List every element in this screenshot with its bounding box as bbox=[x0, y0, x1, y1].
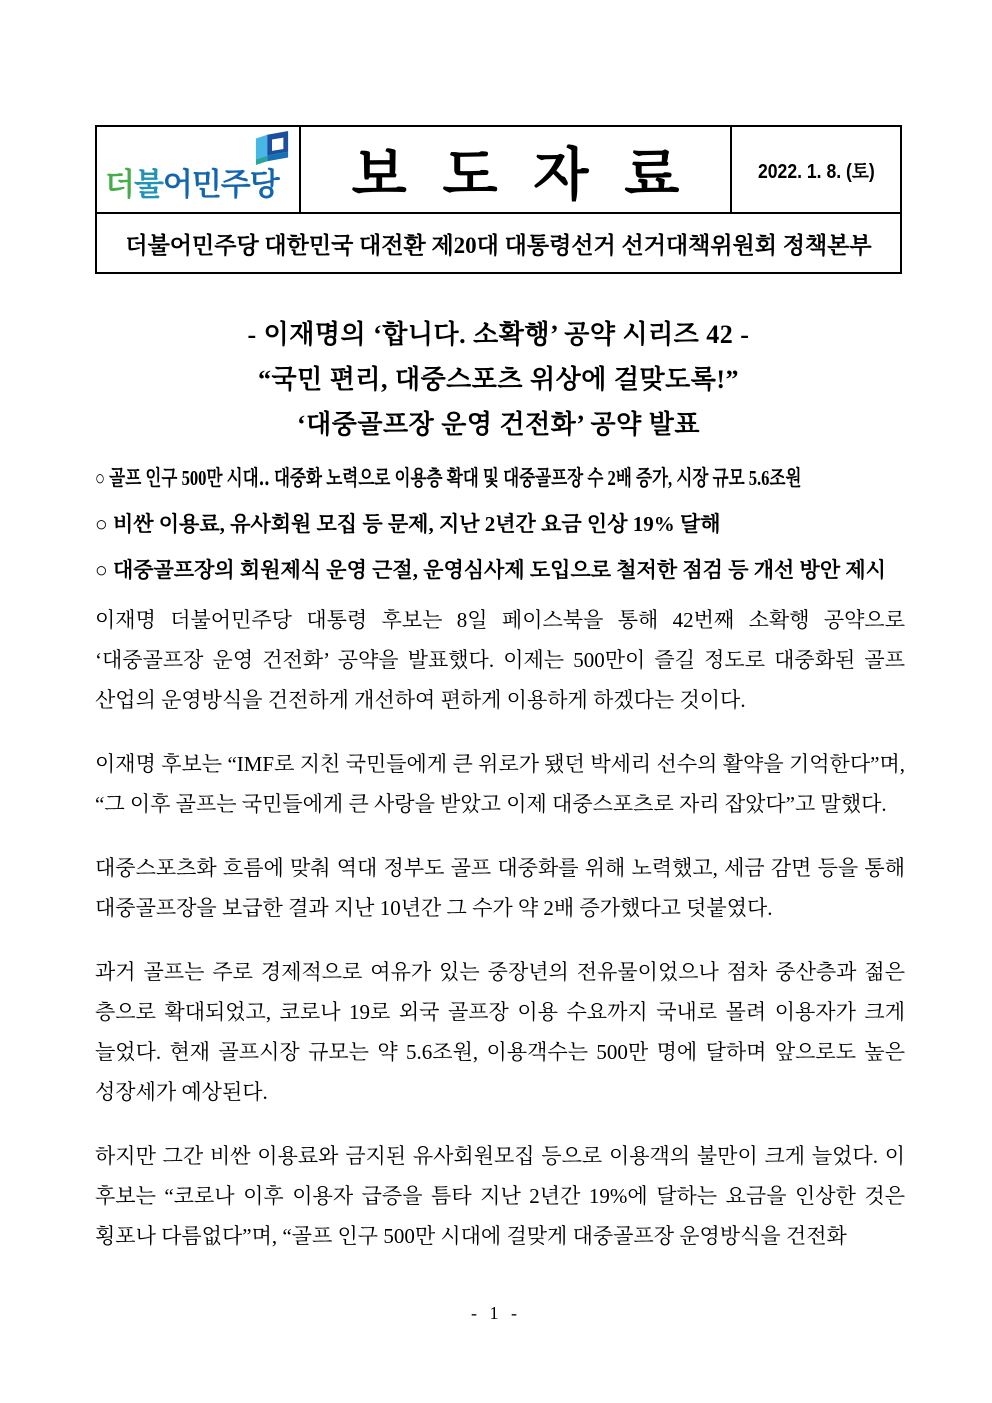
issuing-organization-bar: 더불어민주당 대한민국 대전환 제20대 대통령선거 선거대책위원회 정책본부 bbox=[97, 212, 900, 272]
logo-char-green: 더 bbox=[105, 167, 134, 202]
summary-bullet-1 bbox=[95, 455, 907, 501]
header-top-row bbox=[97, 127, 900, 212]
headline-block bbox=[95, 312, 902, 447]
release-date: 2022. 1. 8. (토) bbox=[757, 161, 875, 183]
summary-bullet-2-text: 비싼 이용료, 유사회원 모집 등 문제, 지난 2년간 요금 인상 19% 달해 bbox=[112, 512, 721, 536]
summary-bullet-2 bbox=[95, 501, 907, 547]
body-text bbox=[95, 600, 905, 1280]
headline-line-3: ‘대중골프장 운영 건전화’ 공약 발표 bbox=[296, 410, 700, 439]
paragraph-5: 하지만 그간 비싼 이용료와 금지된 유사회원모집 등으로 이용객의 불만이 크게 늘었다. 이 후보는 “코로나 이후 이용자 급증을 틈타 지난 2년간 19%에 달하는 요금을 인상한 것은 횡포나 다름없다”며, “골프 인구 500만 시대에 걸맞게 대중골프장 운영방식을 건전화 bbox=[95, 1144, 905, 1248]
header-table bbox=[95, 125, 902, 274]
party-logo bbox=[105, 127, 293, 212]
circle-bullet-icon: ○ bbox=[95, 512, 108, 536]
summary-bullet-3-text: 대중골프장의 회원제식 운영 근절, 운영심사제 도입으로 철저한 점검 등 개선 방안 제시 bbox=[112, 558, 886, 582]
paragraph-4: 과거 골프는 주로 경제적으로 여유가 있는 중장년의 전유물이었으나 점차 중산층과 젊은 층으로 확대되었고, 코로나 19로 외국 골프장 이용 수요까지 국내로 몰려 이용자가 크게 늘었다. 현재 골프시장 규모는 약 5.6조원, 이용객수는 500만 명에 달하며 앞으로도 높은 성장세가 예상된다. bbox=[95, 960, 905, 1104]
summary-bullet-1-text: 골프 인구 500만 시대‥ 대중화 노력으로 이용층 확대 및 대중골프장 수 2배 증가, 시장 규모 5.6조원 bbox=[109, 466, 802, 490]
document-type-title: 보 도 자 료 bbox=[301, 127, 732, 212]
circle-bullet-icon: ○ bbox=[95, 558, 108, 582]
circle-bullet-icon: ○ bbox=[95, 466, 106, 490]
release-date-cell bbox=[732, 127, 900, 212]
headline-line-1: - 이재명의 ‘합니다. 소확행’ 공약 시리즈 42 - bbox=[247, 320, 750, 349]
page-number: - 1 - bbox=[471, 1303, 521, 1323]
party-logo-cell bbox=[97, 127, 301, 212]
summary-bullet-3 bbox=[95, 547, 907, 593]
party-logo-text bbox=[105, 159, 279, 204]
logo-char-teal: 불 bbox=[133, 167, 163, 202]
paragraph-2: 이재명 후보는 “IMF로 지친 국민들에게 큰 위로가 됐던 박세리 선수의 활약을 기억한다”며, “그 이후 골프는 국민들에게 큰 사랑을 받았고 이제 대중스포츠로 자리 잡았다”고 말했다. bbox=[95, 752, 905, 816]
paragraph-3: 대중스포츠화 흐름에 맞춰 역대 정부도 골프 대중화를 위해 노력했고, 세금 감면 등을 통해 대중골프장을 보급한 결과 지난 10년간 그 수가 약 2배 증가했다고 덧붙였다. bbox=[95, 856, 905, 920]
summary-bullets bbox=[95, 455, 907, 593]
paragraph-1: 이재명 더불어민주당 대통령 후보는 8일 페이스북을 통해 42번째 소확행 공약으로 ‘대중골프장 운영 건전화’ 공약을 발표했다. 이제는 500만이 즐길 정도로 대중화된 골프 산업의 운영방식을 건전하게 개선하여 편하게 이용하게 하겠다는 것이다. bbox=[95, 608, 905, 712]
logo-chars-blue: 어민주당 bbox=[162, 167, 279, 202]
headline-line-2: “국민 편리, 대중스포츠 위상에 걸맞도록!” bbox=[257, 365, 739, 394]
